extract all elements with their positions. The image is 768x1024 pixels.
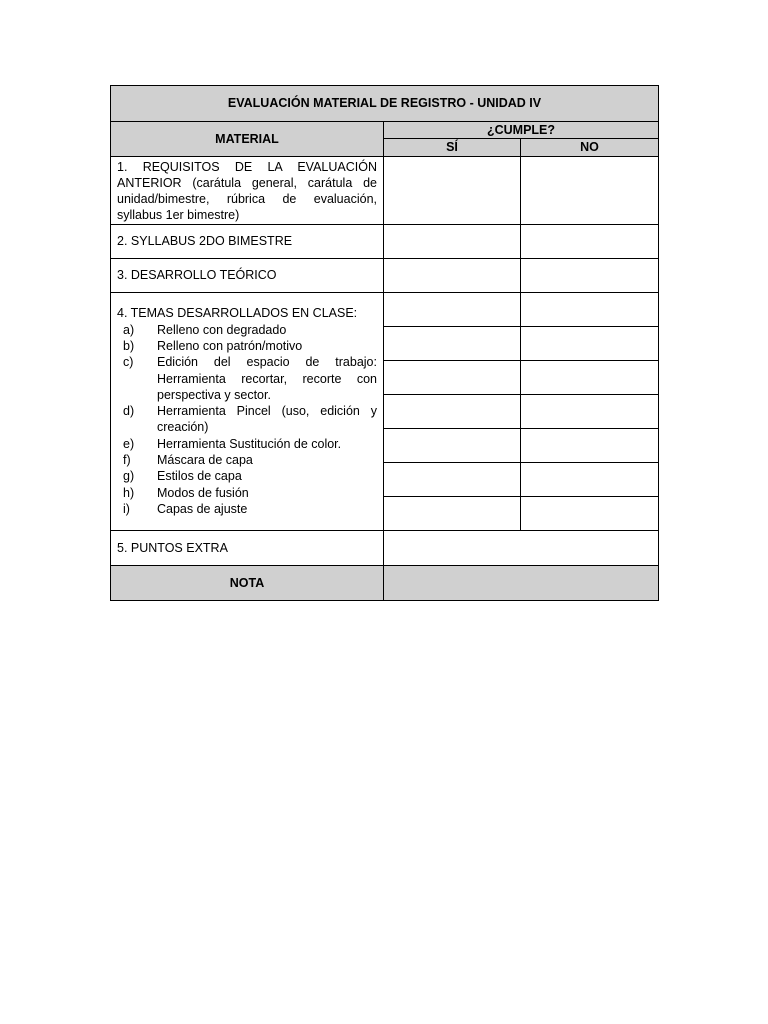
topic-si-cell[interactable] [384,292,521,326]
list-item-text: Máscara de capa [157,453,253,468]
row-syllabus-label: 2. SYLLABUS 2DO BIMESTRE [111,224,384,258]
topic-si-cell[interactable] [384,496,521,530]
row-temas-label [111,292,384,530]
topic-no-cell[interactable] [521,496,659,530]
row-desarrollo-si-cell[interactable] [384,258,521,292]
list-marker: d) [123,404,135,419]
list-marker: c) [123,355,134,370]
topic-no-cell[interactable] [521,326,659,360]
list-item-text: Edición del espacio de trabajo: Herramienta recortar, recorte con perspectiva y sector. [157,355,377,402]
list-item [117,354,377,403]
topic-si-cell[interactable] [384,360,521,394]
topic-si-cell[interactable] [384,428,521,462]
evaluation-table [110,85,659,601]
nota-label: NOTA [111,565,384,600]
row-requisitos-label: 1. REQUISITOS DE LA EVALUACIÓN ANTERIOR (carátula general, carátula de unidad/bimestre, rúbrica de evaluación, syllabus 1er bimestre) [111,156,384,224]
topics-list [117,322,377,518]
row-desarrollo-no-cell[interactable] [521,258,659,292]
row-requisitos-si-cell[interactable] [384,156,521,224]
header-cumple: ¿CUMPLE? [384,122,659,139]
list-marker: g) [123,469,135,484]
list-item [117,338,377,354]
header-si: SÍ [384,139,521,156]
list-item-text: Relleno con patrón/motivo [157,338,303,353]
list-item [117,322,377,338]
list-item [117,436,377,452]
list-item-text: Capas de ajuste [157,501,248,516]
list-item-text: Relleno con degradado [157,322,287,337]
list-item-text: Modos de fusión [157,485,249,500]
list-item [117,403,377,436]
list-item [117,452,377,468]
row-requisitos-no-cell[interactable] [521,156,659,224]
topic-no-cell[interactable] [521,428,659,462]
list-marker: a) [123,322,135,337]
topic-no-cell[interactable] [521,462,659,496]
puntos-extra-cell[interactable] [384,530,659,565]
temas-heading: 4. TEMAS DESARROLLADOS EN CLASE: [117,306,358,321]
row-desarrollo-label: 3. DESARROLLO TEÓRICO [111,258,384,292]
topic-no-cell[interactable] [521,394,659,428]
row-syllabus-si-cell[interactable] [384,224,521,258]
topic-no-cell[interactable] [521,292,659,326]
list-marker: b) [123,338,135,353]
list-item [117,501,377,517]
list-item [117,468,377,484]
list-item-text: Estilos de capa [157,469,242,484]
topic-si-cell[interactable] [384,394,521,428]
topic-no-cell[interactable] [521,360,659,394]
nota-value-cell[interactable] [384,565,659,600]
list-marker: h) [123,485,135,500]
topic-si-cell[interactable] [384,326,521,360]
list-item [117,485,377,501]
list-item-text: Herramienta Pincel (uso, edición y creación) [157,404,377,435]
list-item-text: Herramienta Sustitución de color. [157,436,342,451]
table-title: EVALUACIÓN MATERIAL DE REGISTRO - UNIDAD IV [111,86,659,122]
list-marker: e) [123,436,135,451]
list-marker: i) [123,501,130,516]
row-puntos-extra-label: 5. PUNTOS EXTRA [111,530,384,565]
topic-si-cell[interactable] [384,462,521,496]
header-no: NO [521,139,659,156]
row-syllabus-no-cell[interactable] [521,224,659,258]
header-material: MATERIAL [111,122,384,157]
list-marker: f) [123,453,131,468]
